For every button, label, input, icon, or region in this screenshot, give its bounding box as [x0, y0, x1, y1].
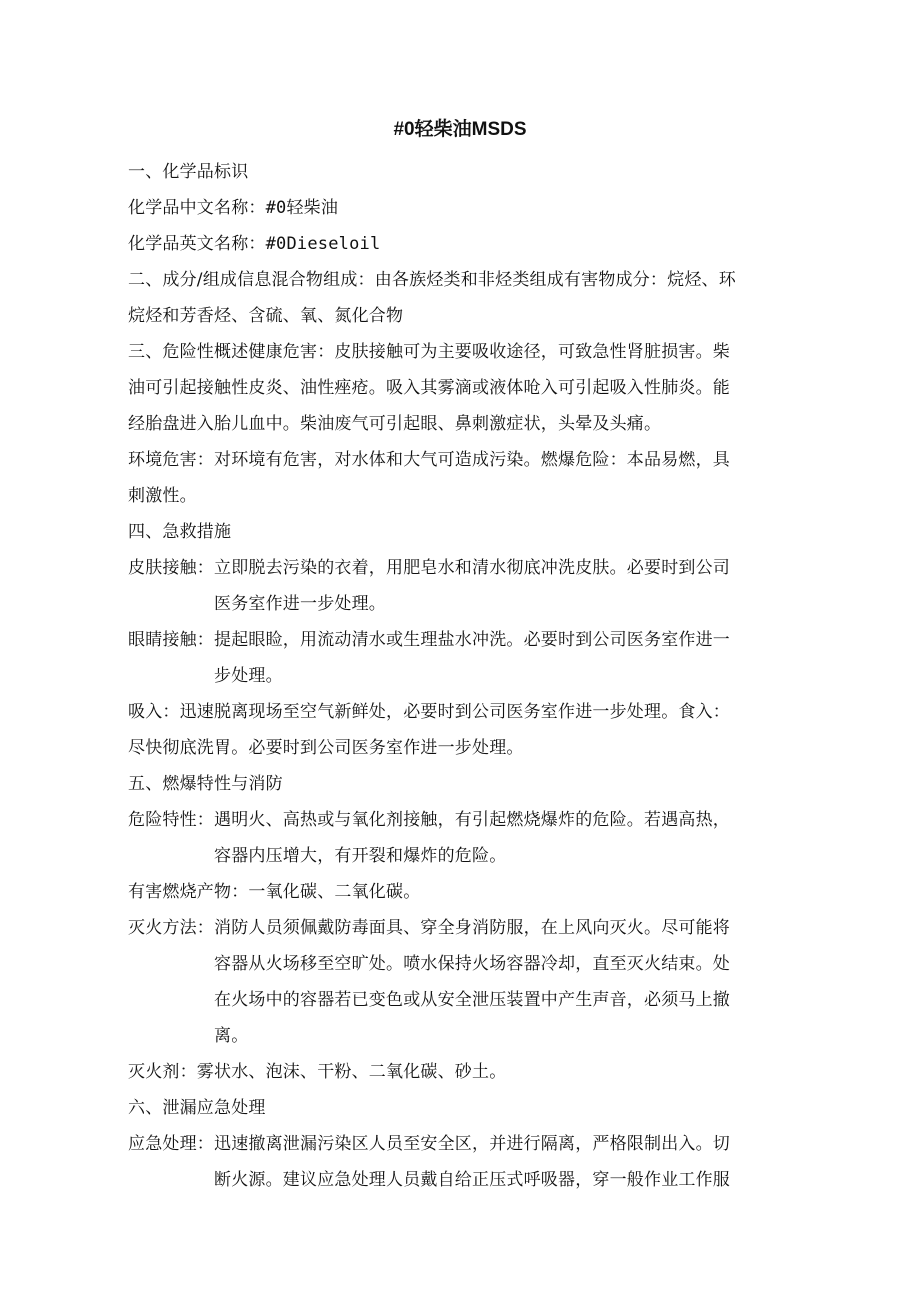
extinguishing-agent-line: 灭火剂：雾状水、泡沫、干粉、二氧化碳、砂土。 [128, 1062, 507, 1082]
section-1-heading: 一、化学品标识 [128, 162, 249, 182]
hazard-property-line: 容器内压增大，有开裂和爆炸的危险。 [214, 846, 507, 866]
document-title: #0轻柴油MSDS [393, 119, 527, 140]
inhalation-line: 吸入：迅速脱离现场至空气新鲜处，必要时到公司医务室作进一步处理。食入： [128, 702, 730, 722]
section-5-heading: 五、燃爆特性与消防 [128, 774, 283, 794]
environment-hazard-line: 环境危害：对环境有危害，对水体和大气可造成污染。燃爆危险：本品易燃，具 [128, 450, 730, 470]
section-6-heading: 六、泄漏应急处理 [128, 1098, 266, 1118]
extinguishing-method-line: 在火场中的容器若已变色或从安全泄压装置中产生声音，必须马上撤 [214, 990, 730, 1010]
eye-contact-line: 步处理。 [214, 666, 283, 686]
emergency-handling-line: 断火源。建议应急处理人员戴自给正压式呼吸器，穿一般作业工作服 [214, 1170, 730, 1190]
section-3-line: 三、危险性概述健康危害：皮肤接触可为主要吸收途径，可致急性肾脏损害。柴 [128, 342, 730, 362]
combustion-products-line: 有害燃烧产物：一氧化碳、二氧化碳。 [128, 882, 421, 902]
skin-contact-line: 医务室作进一步处理。 [214, 594, 386, 614]
environment-hazard-line: 刺激性。 [128, 486, 197, 506]
english-name-line [128, 226, 790, 262]
hazard-property-line: 遇明火、高热或与氧化剂接触，有引起燃烧爆炸的危险。若遇高热， [214, 810, 730, 830]
english-name-value: #0Dieseloil [265, 234, 381, 254]
section-3-line: 经胎盘进入胎儿血中。柴油废气可引起眼、鼻刺激症状，头晕及头痛。 [128, 414, 662, 434]
eye-contact-text [214, 622, 790, 694]
emergency-handling-text [214, 1126, 790, 1198]
chinese-name-line [128, 190, 790, 226]
emergency-handling-item [128, 1126, 790, 1198]
skin-contact-label: 皮肤接触： [128, 558, 214, 578]
skin-contact-text [214, 550, 790, 622]
chinese-name-label: 化学品中文名称： [128, 198, 266, 218]
ingestion-line: 尽快彻底洗胃。必要时到公司医务室作进一步处理。 [128, 738, 524, 758]
extinguishing-method-line: 容器从火场移至空旷处。喷水保持火场容器冷却，直至灭火结束。处 [214, 954, 730, 974]
english-name-label: 化学品英文名称： [128, 234, 266, 254]
document-body [128, 154, 790, 1198]
section-2-line: 二、成分/组成信息混合物组成：由各族烃类和非烃类组成有害物成分：烷烃、环 [128, 270, 736, 290]
hazard-property-label: 危险特性： [128, 810, 214, 830]
extinguishing-method-item [128, 910, 790, 1054]
section-3-line: 油可引起接触性皮炎、油性痤疮。吸入其雾滴或液体呛入可引起吸入性肺炎。能 [128, 378, 730, 398]
section-2-line: 烷烃和芳香烃、含硫、氧、氮化合物 [128, 306, 404, 326]
chinese-name-value: #0轻柴油 [265, 198, 339, 218]
extinguishing-method-text [214, 910, 790, 1054]
skin-contact-item [128, 550, 790, 622]
skin-contact-line: 立即脱去污染的衣着，用肥皂水和清水彻底冲洗皮肤。必要时到公司 [214, 558, 730, 578]
hazard-property-text [214, 802, 790, 874]
extinguishing-method-line: 离。 [214, 1026, 249, 1046]
eye-contact-line: 提起眼睑，用流动清水或生理盐水冲洗。必要时到公司医务室作进一 [214, 630, 730, 650]
section-4-heading: 四、急救措施 [128, 522, 232, 542]
emergency-handling-label: 应急处理： [128, 1134, 214, 1154]
eye-contact-label: 眼睛接触： [128, 630, 214, 650]
extinguishing-method-label: 灭火方法： [128, 918, 214, 938]
extinguishing-method-line: 消防人员须佩戴防毒面具、穿全身消防服，在上风向灭火。尽可能将 [214, 918, 730, 938]
eye-contact-item [128, 622, 790, 694]
hazard-property-item [128, 802, 790, 874]
emergency-handling-line: 迅速撤离泄漏污染区人员至安全区，并进行隔离，严格限制出入。切 [214, 1134, 730, 1154]
